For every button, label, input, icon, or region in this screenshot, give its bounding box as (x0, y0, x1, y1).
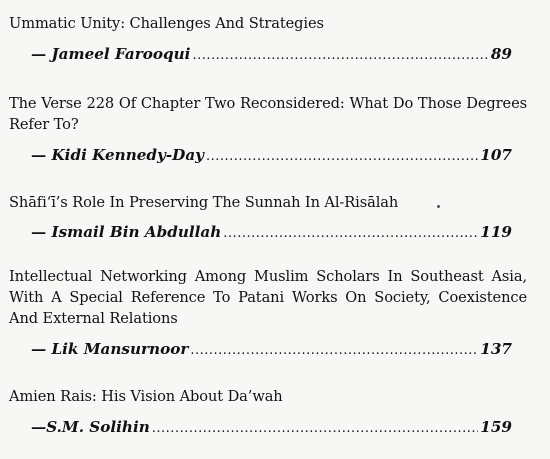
entry-title: The Verse 228 Of Chapter Two Reconsidered: What Do Those Degrees Refer To? (9, 95, 527, 133)
entry-author: — Kidi Kennedy-Day (31, 146, 204, 164)
entry-page-number: 159 (480, 418, 512, 436)
toc-entry (9, 93, 527, 164)
author-line (31, 45, 512, 63)
entry-author: — Lik Mansurnoor (31, 340, 189, 358)
entry-title: Amien Rais: His Vision About Da’wah (9, 388, 283, 405)
dot-leader (206, 149, 478, 164)
stray-ink-dot (437, 205, 440, 208)
toc-entry (9, 386, 527, 436)
author-line (31, 340, 512, 358)
author-line (31, 418, 512, 436)
entry-author: —S.M. Solihin (31, 418, 150, 436)
entry-page-number: 119 (480, 223, 512, 241)
entry-page-number: 89 (490, 45, 512, 63)
entry-title: Intellectual Networking Among Muslim Scholars In Southeast Asia, With A Special Reference To Patani Works On Society, Coexistence And External Relations (9, 268, 527, 327)
entry-author: — Jameel Farooqui (31, 45, 191, 63)
dot-leader (152, 421, 479, 436)
entry-page-number: 137 (480, 340, 512, 358)
author-line (31, 146, 512, 164)
entry-title: Shāfi‘ī’s Role In Preserving The Sunnah In Al-Risālah (9, 194, 399, 211)
entry-author: — Ismail Bin Abdullah (31, 223, 222, 241)
toc-entry (9, 13, 527, 63)
toc-entry (9, 266, 527, 358)
dot-leader (223, 226, 478, 241)
author-line (31, 223, 512, 241)
dot-leader (192, 48, 488, 63)
dot-leader (190, 343, 478, 358)
entry-title: Ummatic Unity: Challenges And Strategies (9, 15, 324, 32)
toc-entry (9, 192, 527, 241)
entry-page-number: 107 (480, 146, 512, 164)
